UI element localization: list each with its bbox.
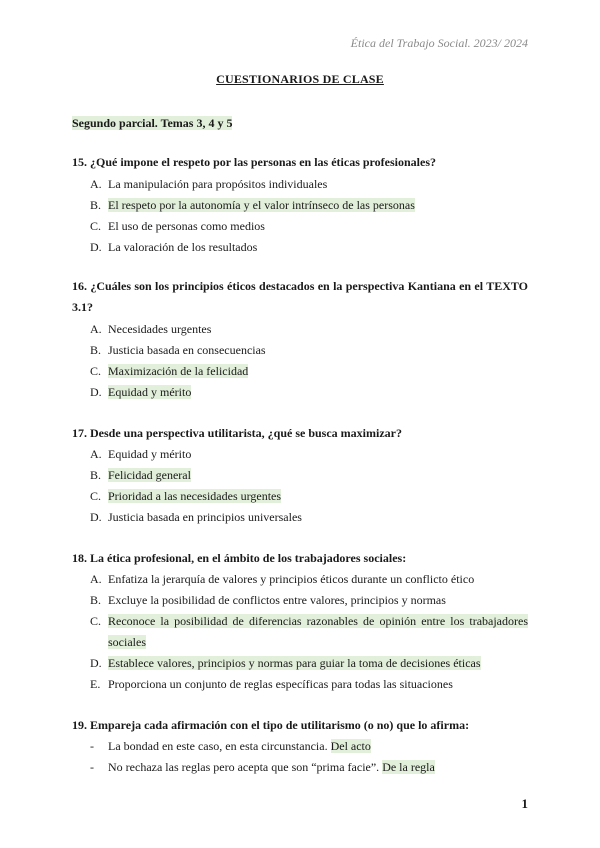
match-answer-1: Del acto xyxy=(330,739,371,753)
question-18-options xyxy=(90,569,528,695)
option-17-b: B. Felicidad general xyxy=(90,468,191,482)
question-19: 19. Empareja cada afirmación con el tipo de utilitarismo (o no) que lo afirma: xyxy=(72,718,470,732)
page-title: CUESTIONARIOS DE CLASE xyxy=(216,72,384,86)
option-17-d: D. Justicia basada en principios universales xyxy=(90,510,302,524)
option-15-c: C. El uso de personas como medios xyxy=(90,219,265,233)
question-15-options xyxy=(90,174,528,258)
page-number: 1 xyxy=(521,796,528,811)
question-19-options xyxy=(90,736,528,778)
option-16-c: C. Maximización de la felicidad xyxy=(90,364,249,378)
option-18-c: C. Reconoce la posibilidad de diferencias razonables de opinión entre los trabajadores sociales xyxy=(90,614,528,649)
match-item-1: - La bondad en este caso, en esta circunstancia. Del acto xyxy=(90,739,371,753)
running-header: Ética del Trabajo Social. 2023/ 2024 xyxy=(350,36,528,50)
option-15-b: B. El respeto por la autonomía y el valor intrínseco de las personas xyxy=(90,198,415,212)
question-18: 18. La ética profesional, en el ámbito de los trabajadores sociales: xyxy=(72,551,407,565)
option-18-e: E. Proporciona un conjunto de reglas específicas para todas las situaciones xyxy=(90,677,453,691)
section-heading xyxy=(72,116,232,131)
question-16-options xyxy=(90,319,528,403)
option-16-a: A. Necesidades urgentes xyxy=(90,322,212,336)
option-17-a: A. Equidad y mérito xyxy=(90,447,192,461)
match-answer-2: De la regla xyxy=(382,760,435,774)
option-18-c-text: Reconoce la posibilidad de diferencias razonables de opinión entre los trabajadores sociales xyxy=(108,614,528,649)
option-15-a: A. La manipulación para propósitos individuales xyxy=(90,177,328,191)
option-16-b: B. Justicia basada en consecuencias xyxy=(90,343,266,357)
match-item-2: - No rechaza las reglas pero acepta que son “prima facie”. De la regla xyxy=(90,760,435,774)
option-18-b: B. Excluye la posibilidad de conflictos entre valores, principios y normas xyxy=(90,593,446,607)
option-16-d: D. Equidad y mérito xyxy=(90,385,192,399)
option-18-a: A. Enfatiza la jerarquía de valores y principios éticos durante un conflicto ético xyxy=(90,572,475,586)
option-15-d: D. La valoración de los resultados xyxy=(90,240,258,254)
question-15: 15. ¿Qué impone el respeto por las personas en las éticas profesionales? xyxy=(72,155,436,169)
question-16: 16. ¿Cuáles son los principios éticos destacados en la perspectiva Kantiana en el TEXTO 3.1? xyxy=(72,279,528,314)
question-17-options xyxy=(90,444,528,528)
option-18-d: D. Establece valores, principios y normas para guiar la toma de decisiones éticas xyxy=(90,656,481,670)
question-17: 17. Desde una perspectiva utilitarista, ¿qué se busca maximizar? xyxy=(72,426,402,440)
section-heading-text: Segundo parcial. Temas 3, 4 y 5 xyxy=(72,116,233,130)
option-17-c: C. Prioridad a las necesidades urgentes xyxy=(90,489,282,503)
